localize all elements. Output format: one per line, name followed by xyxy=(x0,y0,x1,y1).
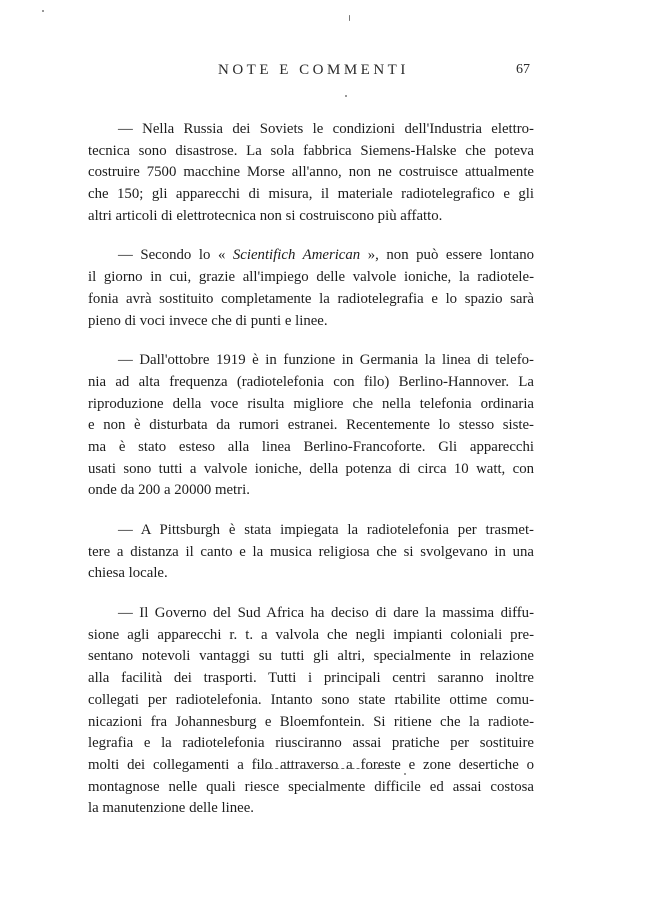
section-divider xyxy=(260,768,390,770)
text-line xyxy=(88,245,534,267)
text-line: e non è disturbata da rumori estranei. Recentemente lo stesso siste- xyxy=(88,417,534,434)
text-line: tecnica sono disastrose. La sola fabbrica Siemens-Halske che poteva xyxy=(88,142,534,159)
text-fragment: », non può essere lontano xyxy=(360,247,534,264)
print-speck xyxy=(349,15,350,21)
text-line: sione agli apparecchi r. t. a valvola che negli impianti coloniali pre- xyxy=(88,626,534,643)
text-line: la manutenzione delle linee. xyxy=(88,800,254,817)
text-line: legrafia e la radiotelefonia riusciranno assai pratiche per sostituire xyxy=(88,735,534,752)
text-line: — A Pittsburgh è stata impiegata la radiotelefonia per trasmet- xyxy=(118,522,534,538)
text-line: che 150; gli apparecchi di misura, il materiale radiotelegrafico e gli xyxy=(88,186,534,203)
text-line: altri articoli di elettrotecnica non si costruiscono più affatto. xyxy=(88,207,443,224)
text-line: tere a distanza il canto e la musica religiosa che si svolgevano in una xyxy=(88,543,534,560)
paragraph-pittsburgh xyxy=(88,520,534,585)
text-line: — Dall'ottobre 1919 è in funzione in Germania la linea di telefo- xyxy=(118,352,534,369)
text-line: alla facilità dei trasporti. Tutti i principali centri saranno inoltre xyxy=(88,670,534,687)
text-line: molti dei collegamenti a filo attraverso a foreste e zone desertiche o xyxy=(88,756,534,773)
text-line: usati sono tutti a valvole ioniche, della potenza di circa 10 watt, con xyxy=(88,460,534,477)
paragraph-scientific-american xyxy=(88,245,534,332)
text-line: nicazioni fra Johannesburg e Bloemfontein. Si ritiene che la radiote- xyxy=(88,713,534,730)
print-speck xyxy=(42,10,44,12)
text-line: — Nella Russia dei Soviets le condizioni dell'Industria elettro- xyxy=(118,121,534,137)
text-line: chiesa locale. xyxy=(88,565,168,582)
text-line: onde da 200 a 20000 metri. xyxy=(88,482,250,499)
text-line: il giorno in cui, grazie all'impiego delle valvole ioniche, la radiotele- xyxy=(88,269,534,286)
paragraph-south-africa xyxy=(88,603,534,820)
paragraph-germany xyxy=(88,350,534,502)
text-line: ma è stato esteso alla linea Berlino-Francoforte. Gli apparecchi xyxy=(88,438,534,455)
text-line: collegati per radiotelefonia. Intanto sono state rtabilite ottime comu- xyxy=(88,691,534,708)
text-line: fonia avrà sostituito completamente la radiotelegrafia e lo spazio sarà xyxy=(88,290,534,307)
text-line: nia ad alta frequenza (radiotelefonia con filo) Berlino-Hannover. La xyxy=(88,373,534,390)
text-line: — Il Governo del Sud Africa ha deciso di dare la massima diffu- xyxy=(118,605,534,622)
print-speck xyxy=(404,773,406,775)
paragraph-russia xyxy=(88,119,534,227)
journal-title: Scientifich American xyxy=(232,247,361,264)
text-line: sentano notevoli vantaggi su tutti gli altri, specialmente in relazione xyxy=(88,648,534,665)
text-line: riproduzione della voce risulta migliore che nella telefonia ordinaria xyxy=(88,395,534,412)
page-number: 67 xyxy=(516,62,530,77)
article-body xyxy=(88,119,534,838)
running-header xyxy=(0,60,650,84)
print-speck xyxy=(345,95,347,97)
text-line: montagnose nelle quali riesce specialmente difficile ed assai costosa xyxy=(88,778,534,795)
text-fragment: — Secondo lo « xyxy=(118,247,233,264)
text-line: pieno di voci invece che di punti e linee. xyxy=(88,312,328,329)
running-header-title: NOTE E COMMENTI xyxy=(218,62,409,78)
text-line: costruire 7500 macchine Morse all'anno, non ne costruisce attualmente xyxy=(88,164,534,181)
